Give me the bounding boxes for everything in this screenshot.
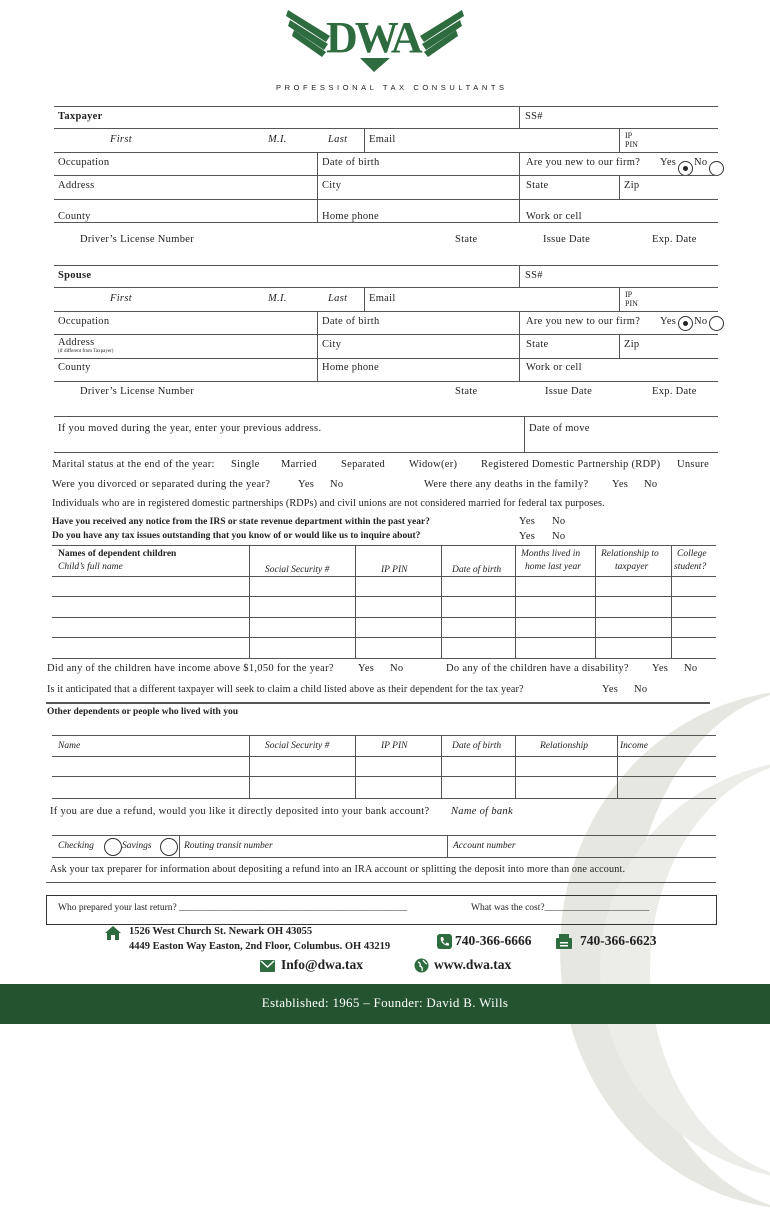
taxpayer-title: Taxpayer: [58, 111, 103, 122]
claim-no[interactable]: No: [634, 684, 648, 695]
irs-notice-no[interactable]: No: [552, 516, 566, 527]
child-disability-yes[interactable]: Yes: [652, 663, 669, 674]
spouse-address-note: (if different from Taxpayer): [58, 349, 114, 354]
irs-notice-yes[interactable]: Yes: [519, 516, 536, 527]
phone-icon: [437, 934, 452, 954]
taxpayer-dl-label: Driver’s License Number: [80, 234, 195, 245]
taxpayer-new-to-firm-label: Are you new to our firm?: [526, 157, 641, 168]
taxpayer-exp-date-label: Exp. Date: [652, 234, 697, 245]
fax-icon: [556, 934, 572, 954]
spouse-first-label: First: [110, 293, 132, 304]
deaths-no[interactable]: No: [644, 479, 658, 490]
others-title: Other dependents or people who lived with you: [47, 707, 238, 717]
spouse-city-label: City: [322, 339, 342, 350]
prev-address-label: If you moved during the year, enter your previous address.: [58, 423, 322, 434]
address-line-2: 4449 Easton Way Easton, 2nd Floor, Columbus. OH 43219: [129, 941, 391, 952]
marital-widow[interactable]: Widow(er): [409, 459, 458, 470]
taxpayer-new-no-radio[interactable]: [709, 161, 724, 176]
spouse-new-no-label: No: [694, 316, 708, 327]
rdp-note: Individuals who are in registered domestic partnerships (RDPs) and civil unions are not considered married for federal tax purposes.: [52, 498, 605, 509]
dep-col-pin: IP PIN: [381, 565, 408, 575]
taxpayer-first-label: First: [110, 134, 132, 145]
dep-col-college-1: College: [677, 549, 707, 559]
taxpayer-dob-label: Date of birth: [322, 157, 380, 168]
others-col-ssn: Social Security #: [265, 741, 330, 751]
others-col-dob: Date of birth: [452, 741, 502, 751]
checking-label: Checking: [58, 841, 94, 851]
spouse-new-no-radio[interactable]: [709, 316, 724, 331]
taxpayer-zip-label: Zip: [624, 180, 640, 191]
taxpayer-new-no-label: No: [694, 157, 708, 168]
others-col-rel: Relationship: [540, 741, 589, 751]
spouse-dl-state-label: State: [455, 386, 478, 397]
address-line-1: 1526 West Church St. Newark OH 43055: [129, 926, 313, 937]
fax-number[interactable]: 740-366-6623: [580, 933, 657, 948]
taxpayer-work-cell-label: Work or cell: [526, 211, 582, 222]
taxpayer-home-phone-label: Home phone: [322, 211, 379, 222]
child-disability-question: Do any of the children have a disability?: [446, 663, 629, 674]
spouse-title: Spouse: [58, 270, 92, 281]
spouse-ssn-label: SS#: [525, 270, 543, 281]
taxpayer-city-label: City: [322, 180, 342, 191]
taxpayer-dl-state-label: State: [455, 234, 478, 245]
dep-col-ssn: Social Security #: [265, 565, 330, 575]
taxpayer-issue-date-label: Issue Date: [543, 234, 591, 245]
marital-status-label: Marital status at the end of the year:: [52, 459, 215, 470]
ira-note: Ask your tax preparer for information about depositing a refund into an IRA account or splitting the deposit into more than one account.: [50, 864, 626, 875]
divorced-no[interactable]: No: [330, 479, 344, 490]
marital-unsure[interactable]: Unsure: [677, 459, 710, 470]
dep-col-rel-1: Relationship to: [601, 549, 659, 559]
claim-yes[interactable]: Yes: [602, 684, 619, 695]
spouse-new-yes-radio[interactable]: [678, 316, 693, 331]
bank-name-label: Name of bank: [451, 806, 513, 817]
last-return-cost[interactable]: What was the cost?______________________: [471, 903, 650, 913]
spouse-mi-label: M.I.: [268, 293, 287, 304]
spouse-dob-label: Date of birth: [322, 316, 380, 327]
taxpayer-new-yes-label: Yes: [660, 157, 677, 168]
irs-issues-yes[interactable]: Yes: [519, 531, 536, 542]
dep-col-rel-2: taxpayer: [615, 562, 649, 572]
spouse-home-phone-label: Home phone: [322, 362, 379, 373]
others-col-income: Income: [620, 741, 648, 751]
claim-question: Is it anticipated that a different taxpayer will seek to claim a child listed above as their dependent for the tax year?: [47, 684, 524, 695]
spouse-occupation-label: Occupation: [58, 316, 110, 327]
taxpayer-state-label: State: [526, 180, 549, 191]
email-icon: [260, 959, 275, 977]
tagline: PROFESSIONAL TAX CONSULTANTS: [276, 83, 508, 92]
spouse-issue-date-label: Issue Date: [545, 386, 593, 397]
footer-text: Established: 1965 – Founder: David B. Wills: [261, 995, 509, 1010]
spouse-dl-label: Driver’s License Number: [80, 386, 195, 397]
last-return-who[interactable]: Who prepared your last return? ________________________________________________: [58, 903, 408, 913]
phone-number[interactable]: 740-366-6666: [455, 933, 532, 948]
marital-separated[interactable]: Separated: [341, 459, 386, 470]
taxpayer-occupation-label: Occupation: [58, 157, 110, 168]
spouse-state-label: State: [526, 339, 549, 350]
taxpayer-ssn-label: SS#: [525, 111, 543, 122]
savings-label: Savings: [122, 841, 152, 851]
child-disability-no[interactable]: No: [684, 663, 698, 674]
checking-radio[interactable]: [104, 838, 122, 856]
spouse-zip-label: Zip: [624, 339, 640, 350]
taxpayer-last-label: Last: [328, 134, 348, 145]
spouse-email-label: Email: [369, 293, 396, 304]
others-col-name: Name: [58, 741, 81, 751]
dep-col-dob: Date of birth: [452, 565, 502, 575]
taxpayer-address-label: Address: [58, 180, 95, 191]
dep-col-months-1: Months lived in: [521, 549, 581, 559]
child-income-yes[interactable]: Yes: [358, 663, 375, 674]
date-of-move-label: Date of move: [529, 423, 590, 434]
logo-text: DWA: [326, 13, 420, 62]
taxpayer-email-label: Email: [369, 134, 396, 145]
taxpayer-new-yes-radio[interactable]: [678, 161, 693, 176]
irs-issues-question: Do you have any tax issues outstanding that you know of or would like us to inquire about?: [52, 531, 421, 541]
spouse-exp-date-label: Exp. Date: [652, 386, 697, 397]
child-income-question: Did any of the children have income above $1,050 for the year?: [47, 663, 334, 674]
spouse-work-cell-label: Work or cell: [526, 362, 582, 373]
deaths-question: Were there any deaths in the family?: [424, 479, 589, 490]
website[interactable]: www.dwa.tax: [434, 957, 512, 972]
dep-col-college-2: student?: [674, 562, 707, 572]
spouse-ip-pin-label: IP PIN: [625, 290, 638, 308]
irs-notice-question: Have you received any notice from the IRS or state revenue department within the past year?: [52, 517, 430, 527]
marital-rdp[interactable]: Registered Domestic Partnership (RDP): [481, 459, 661, 470]
irs-issues-no[interactable]: No: [552, 531, 566, 542]
taxpayer-ip-pin-label: IP PIN: [625, 131, 638, 149]
divorced-yes[interactable]: Yes: [298, 479, 315, 490]
logo: [282, 6, 468, 80]
home-icon: [104, 925, 122, 946]
spouse-address-label: Address: [58, 337, 95, 348]
savings-radio[interactable]: [160, 838, 178, 856]
spouse-county-label: County: [58, 362, 91, 373]
account-label: Account number: [453, 841, 516, 851]
deaths-yes[interactable]: Yes: [612, 479, 629, 490]
spouse-new-to-firm-label: Are you new to our firm?: [526, 316, 641, 327]
dep-col-months-2: home last year: [525, 562, 581, 572]
spouse-new-yes-label: Yes: [660, 316, 677, 327]
dependents-title: Names of dependent children: [58, 549, 177, 559]
child-income-no[interactable]: No: [390, 663, 404, 674]
others-col-pin: IP PIN: [381, 741, 408, 751]
divorced-question: Were you divorced or separated during the year?: [52, 479, 271, 490]
globe-icon: [414, 958, 429, 978]
spouse-last-label: Last: [328, 293, 348, 304]
refund-question: If you are due a refund, would you like it directly deposited into your bank account?: [50, 806, 430, 817]
marital-married[interactable]: Married: [281, 459, 317, 470]
marital-single[interactable]: Single: [231, 459, 260, 470]
routing-label: Routing transit number: [184, 841, 273, 851]
taxpayer-mi-label: M.I.: [268, 134, 287, 145]
email-address[interactable]: Info@dwa.tax: [281, 957, 363, 972]
dep-col-name: Child’s full name: [58, 562, 123, 572]
taxpayer-county-label: County: [58, 211, 91, 222]
